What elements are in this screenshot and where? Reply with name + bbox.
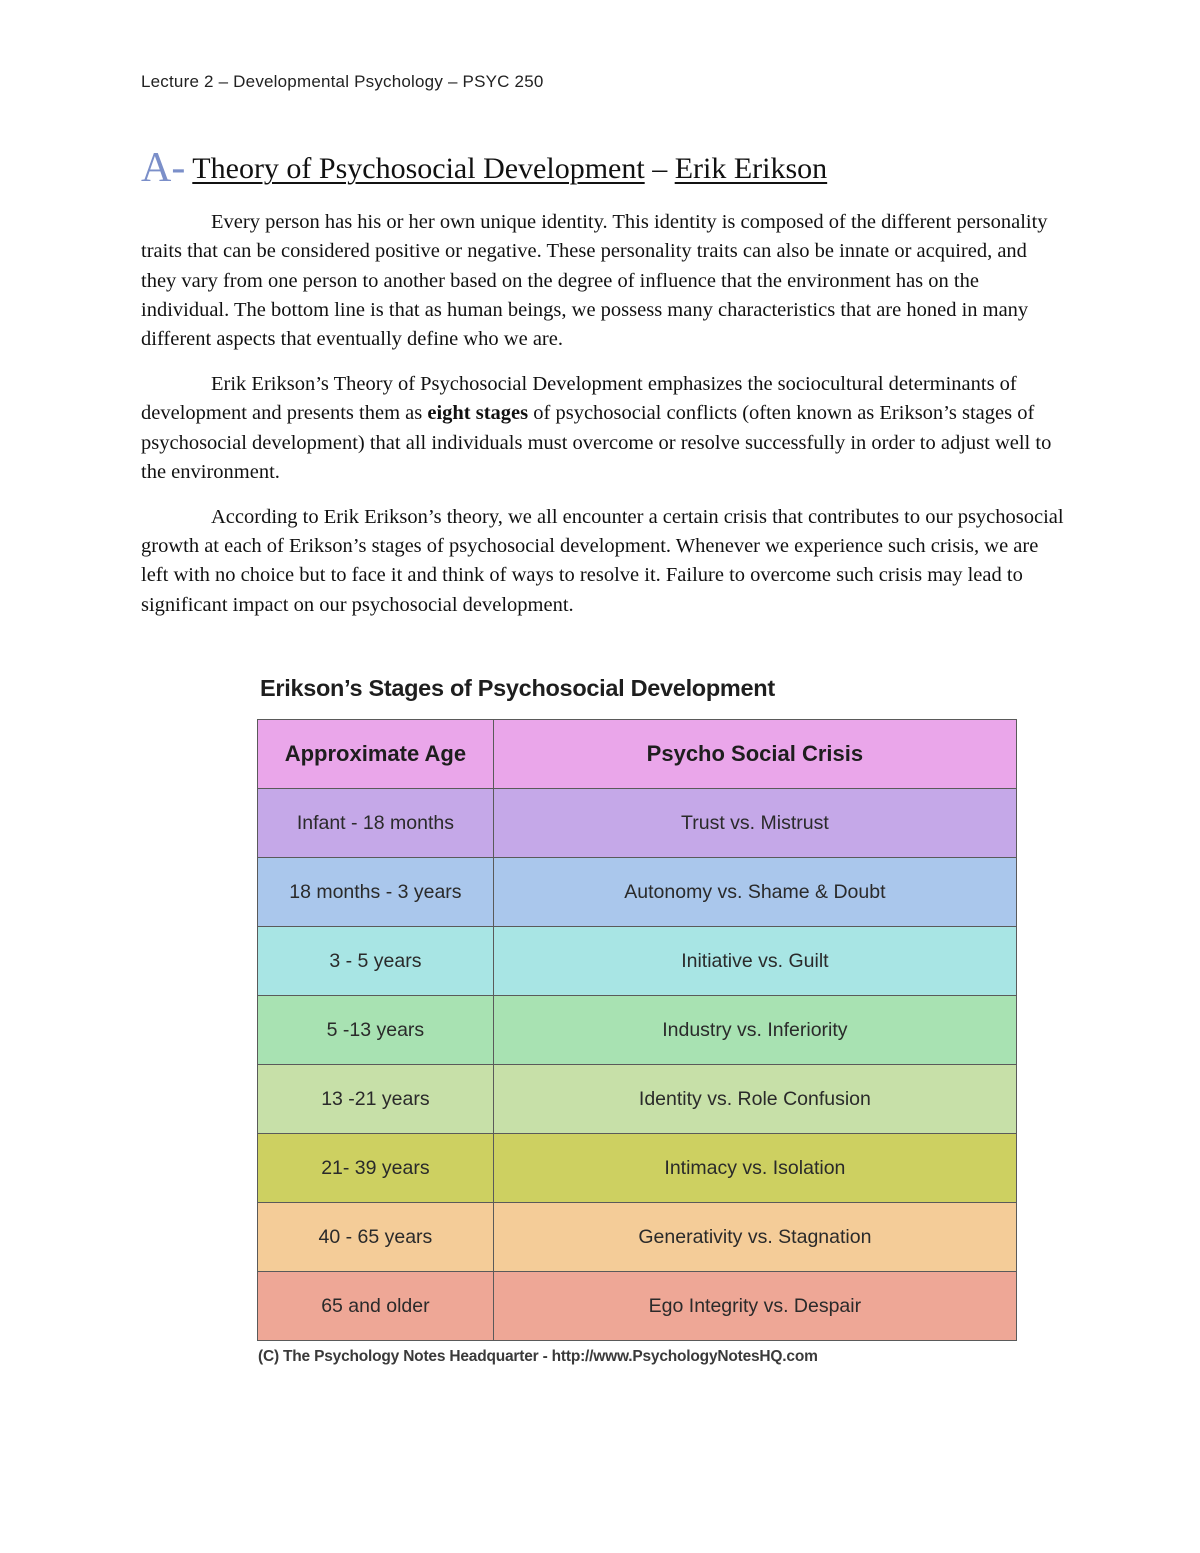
section-marker: A- bbox=[141, 145, 186, 191]
image-credit: (C) The Psychology Notes Headquarter - http://www.PsychologyNotesHQ.com bbox=[258, 1348, 818, 1365]
paragraph-2-emphasis: eight stages bbox=[427, 402, 529, 425]
crisis-cell: Ego Integrity vs. Despair bbox=[493, 1272, 1016, 1341]
body-text bbox=[141, 208, 1065, 635]
table-title: Erikson’s Stages of Psychosocial Development bbox=[260, 675, 775, 701]
crisis-cell: Autonomy vs. Shame & Doubt bbox=[493, 858, 1016, 927]
table-row bbox=[258, 1065, 1017, 1134]
table-row bbox=[258, 1134, 1017, 1203]
table-row bbox=[258, 858, 1017, 927]
table-row bbox=[258, 1272, 1017, 1341]
paragraph-2 bbox=[141, 370, 1065, 487]
paragraph-1: Every person has his or her own unique identity. This identity is composed of the different personality traits that can be considered positive or negative. These personality traits can also be innate or acquired, and they vary from one person to another based on the degree of influence that the environment has on the individual. The bottom line is that as human beings, we possess many characteristics that are honed in many different aspects that eventually define who we are. bbox=[141, 211, 1048, 351]
running-header: Lecture 2 – Developmental Psychology – PSYC 250 bbox=[141, 72, 544, 91]
crisis-cell: Identity vs. Role Confusion bbox=[493, 1065, 1016, 1134]
heading-author: Erik Erikson bbox=[674, 152, 828, 185]
heading-separator: – bbox=[644, 152, 675, 185]
age-cell: 18 months - 3 years bbox=[258, 858, 494, 927]
crisis-cell: Trust vs. Mistrust bbox=[493, 789, 1016, 858]
age-cell: Infant - 18 months bbox=[258, 789, 494, 858]
age-cell: 65 and older bbox=[258, 1272, 494, 1341]
crisis-cell: Industry vs. Inferiority bbox=[493, 996, 1016, 1065]
age-cell: 5 -13 years bbox=[258, 996, 494, 1065]
paragraph-2-end: of psychosocial conflicts (often known as Erikson’s stages of psychosocial development) that all individuals must overcome or resolve successfully in order to adjust well to the environment. bbox=[141, 402, 1052, 483]
table-row bbox=[258, 927, 1017, 996]
section-heading bbox=[141, 146, 827, 191]
age-cell: 21- 39 years bbox=[258, 1134, 494, 1203]
paragraph-2-start: Erik Erikson’s Theory of Psychosocial Development emphasizes the sociocultural determinants of development and presents them as bbox=[141, 372, 1017, 425]
stages-table bbox=[257, 719, 1017, 1341]
crisis-cell: Generativity vs. Stagnation bbox=[493, 1203, 1016, 1272]
heading-title: Theory of Psychosocial Development bbox=[192, 152, 645, 185]
age-cell: 40 - 65 years bbox=[258, 1203, 494, 1272]
age-cell: 3 - 5 years bbox=[258, 927, 494, 996]
table-header-row bbox=[258, 720, 1017, 789]
paragraph-3: According to Erik Erikson’s theory, we all encounter a certain crisis that contributes to our psychosocial growth at each of Erikson’s stages of psychosocial development. Whenever we experience such crisis, we are left with no choice but to face it and think of ways to resolve it. Failure to overcome such crisis may lead to significant impact on our psychosocial development. bbox=[141, 505, 1064, 616]
table-row bbox=[258, 1203, 1017, 1272]
column-header-age: Approximate Age bbox=[258, 720, 494, 789]
table-row bbox=[258, 789, 1017, 858]
column-header-crisis: Psycho Social Crisis bbox=[493, 720, 1016, 789]
table-row bbox=[258, 996, 1017, 1065]
crisis-cell: Intimacy vs. Isolation bbox=[493, 1134, 1016, 1203]
crisis-cell: Initiative vs. Guilt bbox=[493, 927, 1016, 996]
age-cell: 13 -21 years bbox=[258, 1065, 494, 1134]
table-body bbox=[258, 789, 1017, 1341]
